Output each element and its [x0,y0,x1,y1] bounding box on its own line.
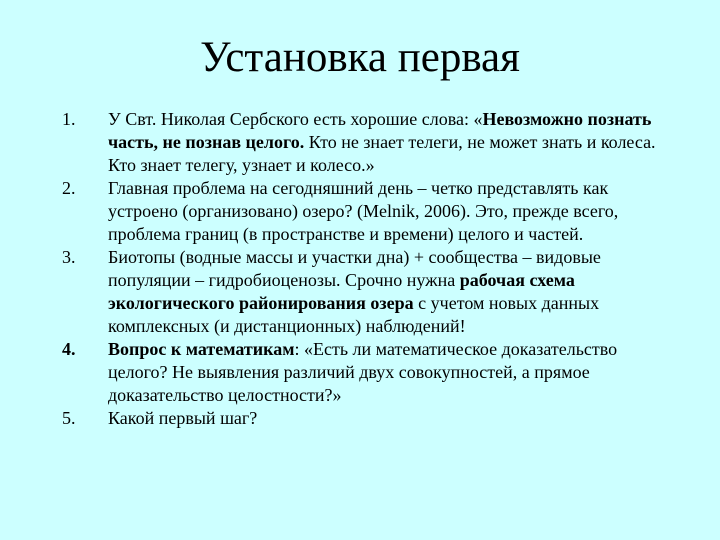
item-bold-text: рабочая схема экологического районирования озера [108,270,575,313]
list-number: 2. [62,178,76,198]
numbered-list [55,108,675,430]
item-text: Главная проблема на сегодняшний день – четко представлять как устроено (организовано) озеро? (Melnik, 2006). Это, прежде всего, проблема границ (в пространстве и времени) целого и частей. [108,178,619,244]
item-text: : «Есть ли математическое доказательство целого? Не выявления различий двух совокупностей, а прямое доказательство целостности?» [108,339,618,405]
item-text: Биотопы (водные массы и участки дна) + сообщества – видовые популяции – гидробиоценозы. Срочно нужна [108,247,601,290]
list-item-4 [55,338,675,407]
list-item-1 [55,108,675,177]
list-item-2 [55,177,675,246]
list-number: 5. [62,408,76,428]
list-number: 4. [62,339,76,359]
item-text: Кто не знает телеги, не может знать и колеса. Кто знает телегу, узнает и колесо.» [108,132,656,175]
list-item-5 [55,407,675,430]
item-text: Какой первый шаг? [108,408,258,428]
item-text: У Свт. Николая Сербского есть хорошие слова: « [108,109,483,129]
item-bold-text: Невозможно познать часть, не познав целого. [108,109,652,152]
slide-title: Установка первая [200,34,520,81]
list-item-3 [55,246,675,338]
item-text: с учетом новых данных комплексных (и дистанционных) наблюдений! [108,293,600,336]
list-number: 3. [62,247,76,267]
list-number: 1. [62,109,76,129]
item-bold-text: Вопрос к математикам [108,339,295,359]
